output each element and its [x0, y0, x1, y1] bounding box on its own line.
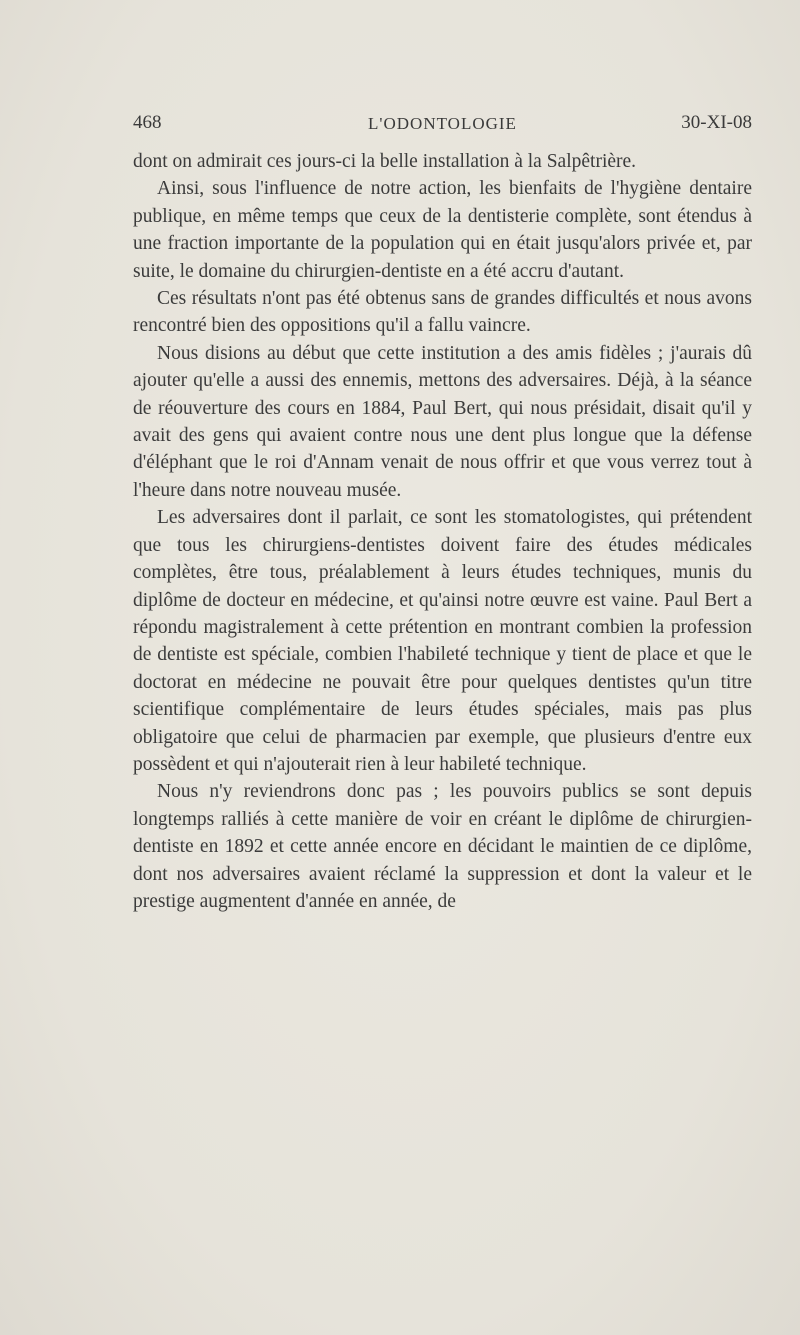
journal-title: L'ODONTOLOGIE — [368, 114, 517, 133]
body-text — [133, 148, 752, 915]
paragraph: Les adversaires dont il parlait, ce sont les stomatologistes, qui prétendent que tous les chirurgiens-dentistes doivent faire des études médicales complètes, être tous, préalablement à leurs études techniques, munis du diplôme de docteur en médecine, et qu'ainsi notre œuvre est vaine. Paul Bert a répondu magistralement à cette prétention en montrant combien la profession de dentiste est spéciale, combien l'habileté technique y tient de place et que le doctorat en médecine ne pouvait être pour quelques dentistes qu'un titre scientifique complémentaire de leurs études spéciales, mais pas plus obligatoire que celui de pharmacien par exemple, que plusieurs d'entre eux possèdent et qui n'ajouterait rien à leur habileté technique. — [133, 507, 752, 775]
paragraph: dont on admirait ces jours-ci la belle installation à la Salpêtrière. — [133, 151, 637, 172]
issue-date: 30-XI-08 — [681, 112, 752, 133]
paragraph: Ces résultats n'ont pas été obtenus sans de grandes difficultés et nous avons rencontré bien des oppositions qu'il a fallu vaincre. — [133, 288, 752, 337]
running-head — [133, 112, 752, 142]
paragraph: Nous n'y reviendrons donc pas ; les pouvoirs publics se sont depuis longtemps ralliés à cette manière de voir en créant le diplôme de chirurgien-dentiste en 1892 et cette année encore en décidant le maintien de ce diplôme, dont nos adversaires avaient réclamé la suppression et dont la valeur et le prestige augmentent d'année en année, de — [133, 781, 752, 912]
paragraph: Ainsi, sous l'influence de notre action, les bienfaits de l'hygiène dentaire publique, en même temps que ceux de la dentisterie complète, sont étendus à une fraction importante de la population qui en était jusqu'alors privée et, par suite, le domaine du chirurgien-dentiste en a été accru d'autant. — [133, 178, 752, 282]
paragraph: Nous disions au début que cette institution a des amis fidèles ; j'aurais dû ajouter qu'elle a aussi des ennemis, mettons des adversaires. Déjà, à la séance de réouverture des cours en 1884, Paul Bert, qui nous présidait, disait qu'il y avait des gens qui avaient contre nous une dent plus longue que la défense d'éléphant que le roi d'Annam venait de nous offrir et que vous verrez tout à l'heure dans notre nouveau musée. — [133, 342, 752, 501]
page-number: 468 — [133, 112, 162, 133]
